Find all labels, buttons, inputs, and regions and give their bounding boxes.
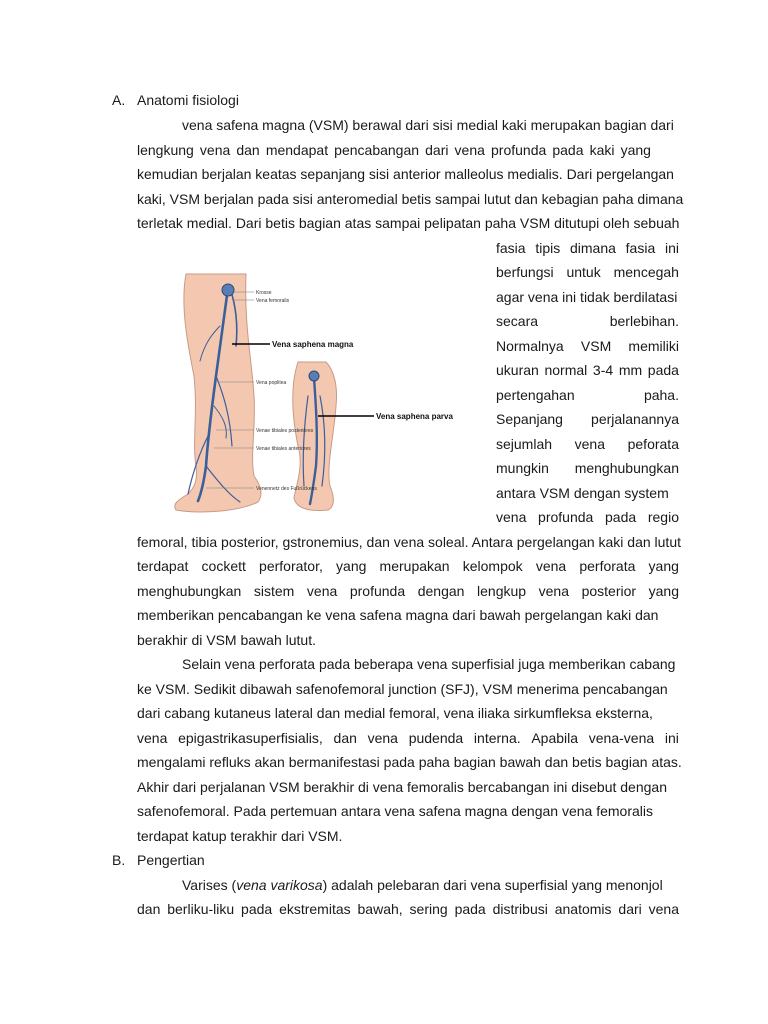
para2-line-3-f: interna. xyxy=(473,729,521,746)
section-b-line-1-g: pada xyxy=(454,901,486,917)
para2-line-3-b: epigastrikasuperfisialis, xyxy=(178,729,323,746)
label-venae-tibiales-ant: Venae tibiales anteriores xyxy=(256,446,311,452)
side-line-8-a: sejumlah xyxy=(496,435,553,452)
label-venae-tibiales-post: Venae tibiales posteriores xyxy=(256,428,314,434)
para2-line-6: safenofemoral. Pada pertemuan antara vena safena magna dengan vena femoralis xyxy=(137,803,654,819)
para1-tail-2-i: yang xyxy=(648,582,679,599)
para1-tail-1-d: yang xyxy=(336,558,367,574)
side-line-0-a: fasia xyxy=(496,239,526,256)
para1-tail-2-f: lengkup xyxy=(477,582,527,599)
section-b-line-1-j: dari xyxy=(618,901,642,917)
side-line-1-b: untuk xyxy=(566,264,601,280)
para2-line-0: Selain vena perforata pada beberapa vena superfisial juga memberikan cabang xyxy=(182,656,676,672)
side-line-9-b: menghubungkan xyxy=(574,460,679,476)
side-line-0-d: fasia xyxy=(625,239,656,256)
para1-tail-2-d: profunda xyxy=(349,582,406,599)
side-line-5-d: mm xyxy=(618,362,643,378)
para1-line-0: vena safena magna (VSM) berawal dari sisi medial kaki merupakan bagian dari xyxy=(182,117,674,133)
side-line-4-a: Normalnya xyxy=(496,337,564,354)
para2-line-1: ke VSM. Sedikit dibawah safenofemoral junction (SFJ), VSM menerima pencabangan xyxy=(137,680,668,697)
side-line-11-d: regio xyxy=(647,509,679,525)
para1-tail-2-a: menghubungkan xyxy=(137,582,242,599)
para2-line-3 xyxy=(137,726,679,751)
side-line-11-a: vena xyxy=(496,509,527,525)
side-line-11-c: pada xyxy=(605,509,637,525)
leg-veins-figure xyxy=(158,266,476,518)
section-b-line-0-prefix: Varises ( xyxy=(182,876,237,893)
side-line-0-c: dimana xyxy=(569,239,616,256)
label-venennetz: Venennetz des Fußrückens xyxy=(256,486,317,492)
side-line-0 xyxy=(496,236,679,261)
side-line-1 xyxy=(496,260,679,285)
section-b-line-0-italic: vena varikosa xyxy=(236,876,323,893)
side-line-6-b: paha. xyxy=(643,386,679,403)
side-line-7 xyxy=(496,407,679,432)
para1-tail-3: memberikan pencabangan ke vena safena magna dari bawah pergelangan kaki dan xyxy=(137,607,659,623)
para1-tail-2-e: dengan xyxy=(417,582,465,599)
section-b-line-1-h: distribusi xyxy=(492,901,548,917)
section-b-marker: B. xyxy=(112,852,126,868)
para1-line-4: terletak medial. Dari betis bagian atas sampai pelipatan paha VSM ditutupi oleh sebuah xyxy=(137,215,680,231)
para1-tail-1-e: merupakan xyxy=(379,558,450,574)
section-b-line-1-c: pada xyxy=(241,901,273,917)
side-line-0-b: tipis xyxy=(535,239,561,256)
section-b-line-0 xyxy=(182,873,663,898)
section-b-line-1-k: vena xyxy=(648,901,679,917)
para1-tail-1-g: vena xyxy=(535,558,567,574)
para2-line-2: dari cabang kutaneus lateral dan medial femoral, vena iliaka sirkumfleksa eksterna, xyxy=(137,705,653,721)
side-line-4-c: memiliki xyxy=(628,337,679,354)
label-vena-saphena-parva: Vena saphena parva xyxy=(376,412,453,421)
section-b-line-1-e: bawah, xyxy=(357,901,403,917)
para2-line-3-c: dan xyxy=(333,729,357,746)
side-line-8 xyxy=(496,432,679,457)
para1-tail-1-a: terdapat xyxy=(137,558,189,574)
para1-line-2: kemudian berjalan keatas sepanjang sisi anterior malleolus medialis. Dari pergelangan xyxy=(137,166,674,182)
para1-tail-1-h: perforata xyxy=(579,558,636,574)
left-leg-shape xyxy=(175,274,261,512)
section-b-line-0-suffix: ) adalah pelebaran dari vena superfisial yang menonjol xyxy=(322,876,663,893)
para2-line-3-d: vena xyxy=(367,729,398,746)
section-a-marker: A. xyxy=(112,92,126,108)
side-line-5 xyxy=(496,358,679,383)
para1-tail-2-b: sistem xyxy=(253,582,295,599)
side-line-6-a: pertengahan xyxy=(496,386,575,403)
side-line-4-b: VSM xyxy=(580,337,612,354)
side-line-3-a: secara xyxy=(496,313,539,329)
para2-line-3-a: vena xyxy=(137,729,168,746)
side-line-11-b: profunda xyxy=(538,509,594,525)
side-line-0-e: ini xyxy=(664,239,679,256)
side-line-11 xyxy=(496,505,679,530)
side-line-3 xyxy=(496,309,679,334)
section-b-line-1-d: ekstremitas xyxy=(279,901,351,917)
para2-line-7: terdapat katup terakhir dari VSM. xyxy=(137,827,343,844)
side-line-10: antara VSM dengan system xyxy=(496,484,669,501)
para1-tail-2-h: posterior xyxy=(581,582,637,599)
side-line-2: agar vena ini tidak berdilatasi xyxy=(496,288,678,305)
para2-line-5: Akhir dari perjalanan VSM berakhir di vena femoralis bercabangan ini disebut dengan xyxy=(137,778,667,795)
section-b-line-1-b: berliku-liku xyxy=(167,901,235,917)
side-line-8-c: peforata xyxy=(627,435,679,452)
side-line-1-c: mencegah xyxy=(613,264,679,280)
label-vena-poplitea: Vena poplitea xyxy=(256,380,287,386)
para1-tail-0: femoral, tibia posterior, gstronemius, dan vena soleal. Antara pergelangan kaki dan lutut xyxy=(137,533,681,550)
side-line-5-a: ukuran xyxy=(496,362,539,378)
section-b-line-1-i: anatomis xyxy=(554,901,612,917)
section-b-line-1 xyxy=(137,897,679,922)
side-line-7-b: perjalanannya xyxy=(591,411,679,427)
para1-line-1-text: lengkung vena dan mendapat pencabangan dari vena profunda pada kaki yang xyxy=(137,141,651,158)
label-krosse: Krosse xyxy=(256,290,272,296)
side-line-4 xyxy=(496,334,679,359)
para2-line-3-g: Apabila xyxy=(531,729,579,746)
para1-tail-1-b: cockett xyxy=(201,558,246,574)
para1-tail-2 xyxy=(137,579,679,604)
side-line-6 xyxy=(496,383,679,408)
side-line-9 xyxy=(496,456,679,481)
para2-line-3-e: pudenda xyxy=(408,729,464,746)
para2-line-3-i: ini xyxy=(664,729,679,746)
para2-line-3-h: vena-vena xyxy=(588,729,655,746)
side-line-5-e: pada xyxy=(647,362,679,378)
para1-tail-2-c: vena xyxy=(306,582,338,599)
para1-line-1 xyxy=(137,138,679,163)
para1-tail-4: berakhir di VSM bawah lutut. xyxy=(137,631,316,648)
para1-line-3: kaki, VSM berjalan pada sisi anteromedial betis sampai lutut dan kebagian paha dimana xyxy=(137,190,684,207)
label-vena-saphena-magna: Vena saphena magna xyxy=(272,340,354,349)
label-vena-femoralis: Vena femoralis xyxy=(256,298,290,304)
section-b-title: Pengertian xyxy=(137,852,205,868)
side-line-7-a: Sepanjang xyxy=(496,411,563,427)
side-line-5-c: 3-4 xyxy=(592,362,614,378)
para1-tail-1-f: kelompok xyxy=(462,558,523,574)
section-b-line-1-a: dan xyxy=(137,901,161,917)
section-a-title: Anatomi fisiologi xyxy=(137,92,239,108)
para1-tail-1 xyxy=(137,554,679,579)
para1-tail-2-g: vena xyxy=(538,582,569,599)
section-b-line-1-f: sering xyxy=(409,901,448,917)
side-line-3-b: berlebihan. xyxy=(609,313,679,329)
side-line-9-a: mungkin xyxy=(496,460,549,476)
side-line-5-b: normal xyxy=(544,362,588,378)
para1-tail-1-i: yang xyxy=(648,558,679,574)
side-line-1-a: berfungsi xyxy=(496,264,554,280)
para2-line-4: mengalami refluks akan bermanifestasi pada paha bagian bawah dan betis bagian atas. xyxy=(137,754,682,770)
para1-tail-1-c: perforator, xyxy=(259,558,323,574)
side-line-8-b: vena xyxy=(574,435,605,452)
